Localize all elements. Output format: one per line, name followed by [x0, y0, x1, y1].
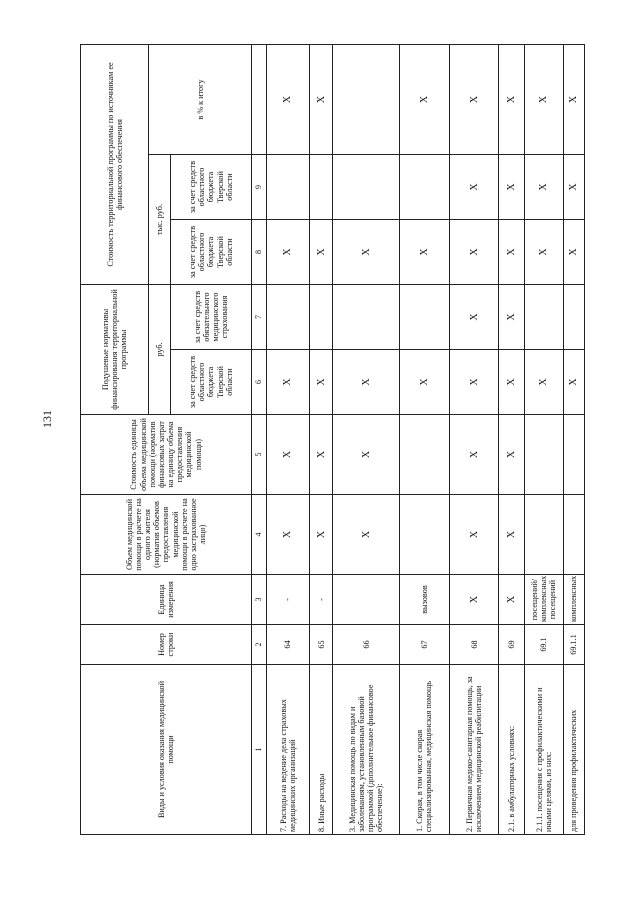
cell: X	[450, 350, 499, 415]
cell: X	[524, 220, 563, 285]
header-norm-oms: за счет средств обязательного медицинского страхования	[170, 285, 251, 350]
cell	[399, 285, 449, 350]
row-unit: -	[309, 575, 333, 625]
row-label: 1. Скорая, в том числе скорая специализированная, медицинская помощь	[399, 665, 449, 835]
cell: X	[267, 495, 310, 575]
table-row	[309, 44, 333, 834]
cell: X	[450, 155, 499, 220]
table-row	[267, 44, 310, 834]
cell: X	[309, 495, 333, 575]
cell: X	[499, 415, 525, 495]
col-number: 3	[252, 575, 267, 625]
row-unit: X	[450, 575, 499, 625]
cell: X	[499, 155, 525, 220]
cell: X	[267, 220, 310, 285]
cell	[333, 285, 399, 350]
header-unit: Единица измерения	[81, 575, 252, 625]
row-unit: вызовов	[399, 575, 449, 625]
row-label: 2.1. в амбулаторных условиях:	[499, 665, 525, 835]
cell: X	[450, 285, 499, 350]
col-number: 1	[252, 665, 267, 835]
cell	[267, 285, 310, 350]
cell: X	[563, 44, 585, 154]
header-kinds: Виды и условия оказания медицинской помощи	[81, 665, 252, 835]
cell	[309, 285, 333, 350]
col-number: 6	[252, 350, 267, 415]
cell: X	[267, 44, 310, 154]
cell: X	[399, 44, 449, 154]
cell: X	[333, 220, 399, 285]
cell: X	[309, 350, 333, 415]
cell: X	[499, 350, 525, 415]
row-number: 68	[450, 625, 499, 665]
cell: X	[524, 44, 563, 154]
header-per-capita-norms: Подушевые нормативы финансирования территориальной программы	[81, 285, 149, 415]
cell	[333, 155, 399, 220]
rotated-table-container	[80, 45, 585, 835]
cell: X	[524, 350, 563, 415]
cell: X	[267, 350, 310, 415]
row-label: 2. Первичная медико-санитарная помощь, за исключением медицинской реабилитации	[450, 665, 499, 835]
row-label: 8. Иные расходы	[309, 665, 333, 835]
table-row	[450, 44, 499, 834]
col-number: 8	[252, 220, 267, 285]
cell	[524, 495, 563, 575]
cell: X	[450, 415, 499, 495]
row-number: 65	[309, 625, 333, 665]
cell: X	[267, 415, 310, 495]
col-number: 7	[252, 285, 267, 350]
header-cost-budget: за счет средств областного бюджета Тверской области	[170, 220, 251, 285]
cell: X	[333, 495, 399, 575]
cell: X	[309, 415, 333, 495]
cell	[267, 155, 310, 220]
col-number: 9	[252, 155, 267, 220]
cell: X	[333, 350, 399, 415]
cell: X	[563, 155, 585, 220]
table-row	[399, 44, 449, 834]
table-row	[524, 44, 563, 834]
row-number: 67	[399, 625, 449, 665]
cell: X	[450, 44, 499, 154]
cell	[563, 415, 585, 495]
row-number: 69.1.1	[563, 625, 585, 665]
cell: X	[563, 350, 585, 415]
row-label: 2.1.1. посещения с профилактическими и иными целями, из них:	[524, 665, 563, 835]
cell	[524, 285, 563, 350]
table-row	[563, 44, 585, 834]
cell: X	[499, 285, 525, 350]
cell	[399, 415, 449, 495]
row-number: 69.1	[524, 625, 563, 665]
row-unit: X	[499, 575, 525, 625]
cell	[399, 495, 449, 575]
row-unit: комплексных	[563, 575, 585, 625]
col-number	[252, 44, 267, 154]
cell	[563, 495, 585, 575]
cell: X	[450, 495, 499, 575]
header-unit-thousand-rub: тыс. руб.	[149, 155, 170, 285]
cell	[563, 285, 585, 350]
cell: X	[499, 220, 525, 285]
col-number: 4	[252, 495, 267, 575]
header-unit-rub: руб.	[149, 285, 170, 415]
header-unit-cost: Стоимость единицы объема медицинской помощи (норматив финансовых затрат на единицу объема предоставления медицинской помощи)	[81, 415, 252, 495]
cell: X	[499, 495, 525, 575]
cell: X	[399, 350, 449, 415]
cell: X	[309, 220, 333, 285]
col-number: 2	[252, 625, 267, 665]
page-number: 131	[40, 410, 54, 428]
row-label: 3. Медицинская помощь по видам и заболеваниям, установленным базовой программой (дополнительное финансовое обеспечение):	[333, 665, 399, 835]
cell: X	[450, 220, 499, 285]
cell	[524, 415, 563, 495]
row-number: 69	[499, 625, 525, 665]
cell: X	[524, 155, 563, 220]
header-norm-budget: за счет средств областного бюджета Тверской области	[170, 350, 251, 415]
cell	[333, 44, 399, 154]
header-program-cost: Стоимость территориальной программы по источникам ее финансового обеспечения	[81, 44, 149, 284]
header-cost-budget-2: за счет средств областного бюджета Тверской области	[170, 155, 251, 220]
table-row	[333, 44, 399, 834]
cell	[399, 155, 449, 220]
col-number: 5	[252, 415, 267, 495]
table-row	[499, 44, 525, 834]
header-volume: Объем медицинской помощи в расчете на одного жителя (норматив объемов предоставления медицинской помощи в расчете на одно застрахованное лицо)	[81, 495, 252, 575]
cell: X	[563, 220, 585, 285]
header-percent: в % к итогу	[149, 44, 252, 154]
financing-table	[80, 44, 585, 835]
cell: X	[499, 44, 525, 154]
row-number: 64	[267, 625, 310, 665]
cell: X	[399, 220, 449, 285]
row-number: 66	[333, 625, 399, 665]
row-unit: посещений/ комплексных посещений	[524, 575, 563, 625]
cell: X	[333, 415, 399, 495]
row-unit	[333, 575, 399, 625]
column-number-row	[252, 44, 267, 834]
cell: X	[309, 44, 333, 154]
row-label: для проведения профилактических	[563, 665, 585, 835]
row-unit: -	[267, 575, 310, 625]
cell	[309, 155, 333, 220]
header-row-number: Номер строки	[81, 625, 252, 665]
row-label: 7. Расходы на ведение дела страховых медицинских организаций	[267, 665, 310, 835]
